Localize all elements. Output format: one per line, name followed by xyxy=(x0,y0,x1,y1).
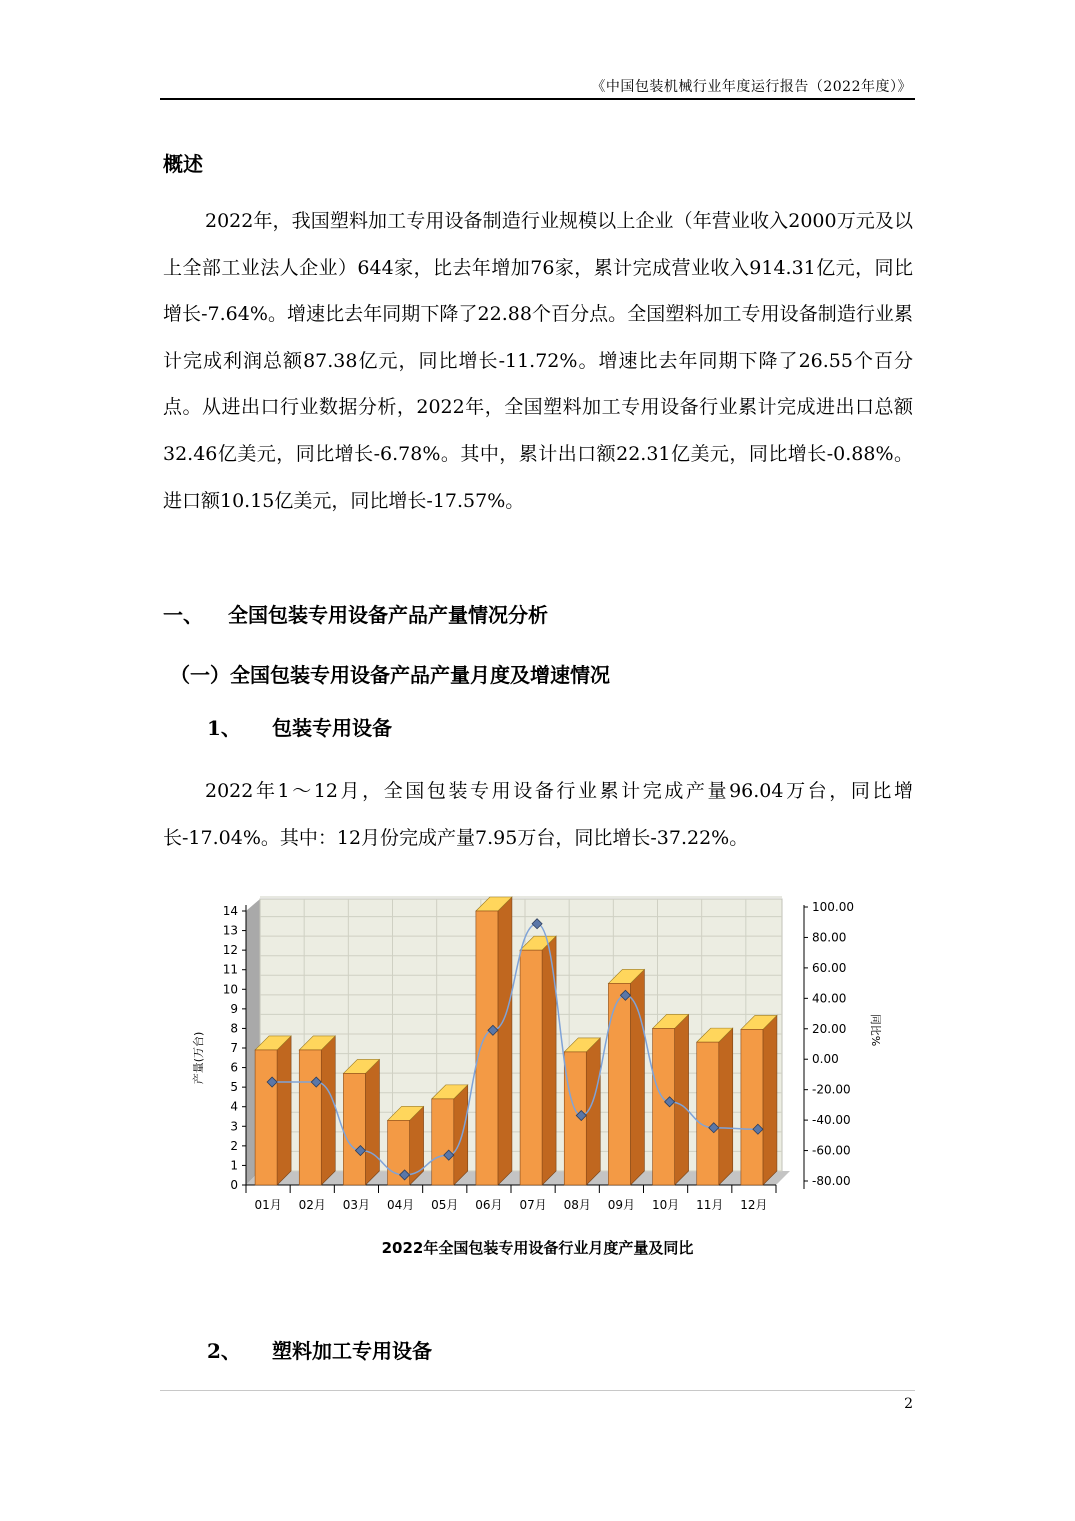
bar xyxy=(697,1042,719,1185)
item-title-2: 塑料加工专用设备 xyxy=(272,1339,432,1363)
y-tick-label: 8 xyxy=(230,1021,238,1036)
x-tick-label: 03月 xyxy=(342,1198,371,1212)
subsection-heading: （一）全国包装专用设备产品产量月度及增速情况 xyxy=(170,663,610,687)
report-header-title: 《中国包装机械行业年度运行报告（2022年度）》 xyxy=(591,79,912,95)
overview-paragraph: 2022年，我国塑料加工专用设备制造行业规模以上企业（年营业收入2000万元及以上全部工业法人企业）644家，比去年增加76家，累计完成营业收入914.31亿元，同比增长-7.64%。增速比去年同期下降了22.88个百分点。全国塑料加工专用设备制造行业累计完成利润总额87.38亿元，同比增长-11.72%。增速比去年同期下降了26.55个百分点。从进出口行业数据分析，2022年，全国塑料加工专用设备行业累计完成进出口总额32.46亿美元，同比增长-6.78%。其中，累计出口额22.31亿美元，同比增长-0.88%。进口额10.15亿美元，同比增长-17.57%。 xyxy=(163,210,913,512)
bar xyxy=(520,950,542,1185)
item-number: 1、 xyxy=(207,716,241,740)
item-paragraph: 2022年1～12月，全国包装专用设备行业累计完成产量96.04万台，同比增长-17.04%。其中：12月份完成产量7.95万台，同比增长-37.22%。 xyxy=(163,780,913,849)
bar xyxy=(432,1099,454,1185)
section-number: 一、 xyxy=(163,603,203,627)
bar-side xyxy=(454,1085,468,1185)
y-tick-label: 4 xyxy=(230,1099,238,1114)
chart-caption: 2022年全国包装专用设备行业月度产量及同比 xyxy=(381,1239,694,1257)
x-tick-label: 08月 xyxy=(563,1198,591,1212)
y2-tick-label: -80.00 xyxy=(812,1174,851,1188)
x-tick-label: 11月 xyxy=(696,1198,724,1212)
chart-svg xyxy=(190,893,880,1223)
y2-tick-label: 40.00 xyxy=(812,991,847,1006)
y2-tick-label: 0.00 xyxy=(812,1052,839,1067)
y-tick-label: 3 xyxy=(230,1119,238,1134)
y-tick-label: 0 xyxy=(230,1178,238,1192)
y2-tick-label: -20.00 xyxy=(812,1082,851,1097)
bar xyxy=(255,1050,277,1185)
bar-side xyxy=(675,1014,689,1185)
bar xyxy=(741,1029,763,1185)
page-number: 2 xyxy=(904,1396,913,1412)
production-chart xyxy=(190,893,880,1223)
y-tick-label: 12 xyxy=(222,943,238,958)
y-tick-label: 5 xyxy=(230,1080,238,1095)
y2-tick-label: -60.00 xyxy=(812,1143,851,1158)
item-heading xyxy=(207,712,392,741)
bar-side xyxy=(630,969,644,1185)
item-number-2: 2、 xyxy=(207,1339,241,1363)
bar-side xyxy=(365,1059,379,1185)
bar xyxy=(653,1028,675,1185)
item-heading-2 xyxy=(207,1335,432,1364)
x-tick-label: 04月 xyxy=(386,1198,415,1212)
x-tick-label: 02月 xyxy=(298,1198,326,1212)
x-tick-label: 09月 xyxy=(607,1198,636,1212)
y-tick-label: 2 xyxy=(230,1138,238,1153)
y-tick-label: 13 xyxy=(222,923,238,938)
section-title: 全国包装专用设备产品产量情况分析 xyxy=(228,603,548,627)
y2-axis-label: 同比% xyxy=(869,1013,882,1047)
x-tick-label: 12月 xyxy=(740,1198,768,1212)
y-axis-label: 产量(万台) xyxy=(192,1031,205,1085)
y2-tick-label: 60.00 xyxy=(812,960,847,975)
bar-side xyxy=(763,1015,777,1185)
x-tick-label: 07月 xyxy=(519,1198,547,1212)
y-tick-label: 6 xyxy=(230,1060,238,1075)
section-heading xyxy=(163,599,548,628)
bar-side xyxy=(719,1028,733,1185)
y-tick-label: 14 xyxy=(222,904,238,918)
y-tick-label: 10 xyxy=(222,982,238,997)
x-tick-label: 06月 xyxy=(475,1198,503,1212)
x-tick-label: 05月 xyxy=(431,1198,459,1212)
y2-tick-label: 20.00 xyxy=(812,1021,847,1036)
bar xyxy=(343,1073,365,1185)
y-tick-label: 1 xyxy=(230,1158,238,1173)
header-rule xyxy=(160,98,915,100)
y-tick-label: 11 xyxy=(222,962,238,977)
item-title: 包装专用设备 xyxy=(272,716,392,740)
bar xyxy=(299,1050,321,1185)
overview-heading: 概述 xyxy=(163,152,203,176)
y-tick-label: 9 xyxy=(230,1001,238,1016)
y-tick-label: 7 xyxy=(230,1041,238,1055)
bar-side xyxy=(277,1036,291,1185)
x-tick-label: 10月 xyxy=(651,1198,680,1212)
bar-side xyxy=(498,897,512,1185)
x-tick-label: 01月 xyxy=(254,1198,282,1212)
bar-side xyxy=(321,1036,335,1185)
bar xyxy=(476,911,498,1185)
footer-rule xyxy=(160,1390,915,1391)
y2-tick-label: 80.00 xyxy=(812,930,847,945)
y2-tick-label: -40.00 xyxy=(812,1113,851,1128)
y2-tick-label: 100.00 xyxy=(812,900,854,914)
